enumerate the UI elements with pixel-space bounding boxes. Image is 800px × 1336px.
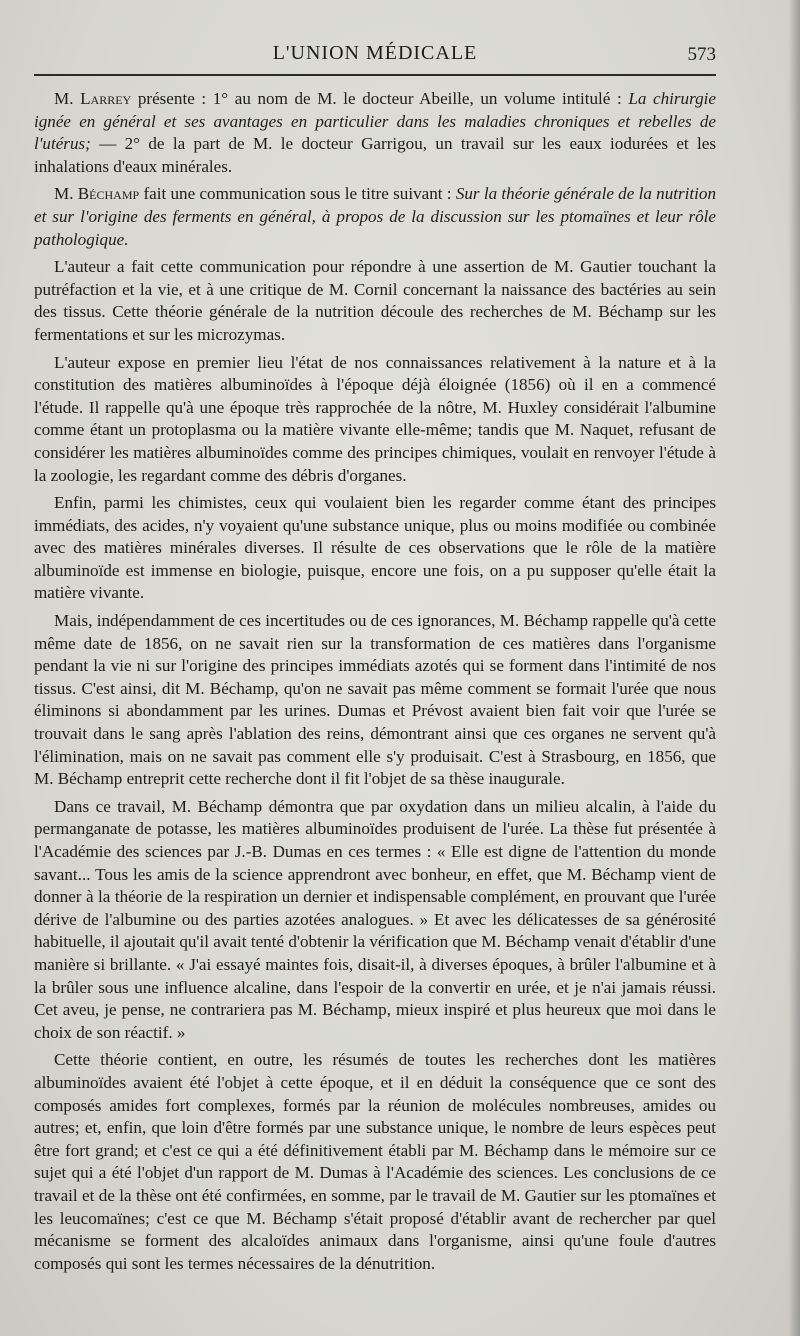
paragraph: L'auteur expose en premier lieu l'état de nos connaissances relativement à la nature et à la constitution des matières albuminoïdes à l'époque déjà éloignée (1856) où il en a commencé l'étude. Il rappelle qu'à une époque très rapprochée de la nôtre, M. Huxley considérait l'albumine comme étant un protoplasma ou la matière vivante elle-même; tandis que M. Naquet, refusant de considérer les matières albuminoïdes comme des principes chimiques, voulait en renvoyer l'étude à la zoologie, les regardant comme des débris d'organes. bbox=[34, 352, 716, 485]
book-title: La chirurgie ignée en général et ses avantages en particulier dans les maladies chroniques et rebelles de l'utérus; bbox=[34, 89, 717, 154]
author-name: Larrey bbox=[80, 89, 132, 108]
communication-title: Sur la théorie générale de la nutrition et sur l'origine des ferments en général, à propos de la discussion sur les ptomaïnes et leur rôle pathologique. bbox=[34, 184, 716, 249]
page-number: 573 bbox=[687, 44, 716, 65]
author-name: Béchamp bbox=[77, 184, 140, 204]
paragraph-text: fait une communication sous le titre suivant : bbox=[139, 184, 456, 204]
paragraph-bechamp: M. Béchamp fait une communication sous le titre suivant : Sur la théorie générale de la nutrition et sur l'origine des ferments en général, à propos de la discussion sur les ptomaïnes et leur rôle pathologique. bbox=[34, 184, 716, 249]
paragraph: Mais, indépendamment de ces incertitudes ou de ces ignorances, M. Béchamp rappelle qu'à cette même date de 1856, on ne savait rien sur la transformation de ces matières dans l'organisme pendant la vie ni sur l'origine des principes immédiats azotés qui se forment dans l'intimité de nos tissus. C'est ainsi, dit M. Béchamp, qu'on ne savait pas même comment se formait l'urée que nous éliminons si abondamment par les urines. Dumas et Prévost avaient bien fait voir que l'urée se trouvait dans le sang après l'ablation des reins, démontrant ainsi que ces organes ne servent qu'à l'élimination, mais on ne savait pas comment elle s'y produisait. C'est à Strasbourg, en 1856, que M. Béchamp entreprit cette recherche dont il fit l'objet de sa thèse inaugurale. bbox=[34, 611, 716, 789]
paragraph: Enfin, parmi les chimistes, ceux qui voulaient bien les regarder comme étant des principes immédiats, des acides, n'y voyaient qu'une substance unique, plus ou moins modifiée ou combinée avec des matières minérales diverses. Il résulte de ces observations que le rôle de la matière albuminoïde est immense en biologie, puisque, encore une fois, on a pu supposer qu'elle était la matière vivante. bbox=[34, 493, 716, 603]
journal-title: L'UNION MÉDICALE bbox=[272, 42, 478, 64]
paragraph-larrey: M. Larrey présente : 1° au nom de M. le docteur Abeille, un volume intitulé : La chirurgie ignée en général et ses avantages en particulier dans les maladies chroniques et rebelles de l'utérus; — 2° de la part de M. le docteur Garrigou, un travail sur les eaux iodurées et les inhalations d'eaux minérales. bbox=[34, 89, 717, 176]
paragraph-text: présente : 1° au nom de M. le docteur Abeille, un volume intitulé : bbox=[131, 89, 629, 108]
paragraph: Cette théorie contient, en outre, les résumés de toutes les recherches dont les matières albuminoïdes avaient été l'objet à cette époque, et il en déduit la conséquence que ce sont des composés amides fort complexes, formés par la réunion de molécules nombreuses, amides ou autres; et, enfin, que loin d'être formés par une substance unique, le nombre de leurs espèces peut être fort grand; et c'est ce qui a été définitivement établi par M. Béchamp dans le mémoire sur ce sujet qui a été l'objet d'un rapport de M. Dumas à l'Académie des sciences. Les conclusions de ce travail et de la thèse ont été confirmées, en somme, par le travail de M. Gautier sur les ptomaïnes et les leucomaïnes; c'est ce que M. Béchamp s'était proposé d'établir avant de rechercher par quel mécanisme se forment des alcaloïdes animaux dans l'organisme, ainsi qu'une foule d'autres composés qui sont les termes nécessaires de la dénutrition. bbox=[34, 1050, 716, 1273]
page-header bbox=[34, 40, 716, 76]
paragraph: L'auteur a fait cette communication pour répondre à une assertion de M. Gautier touchant la putréfaction et la vie, et à une critique de M. Cornil concernant la naissance des bactéries au sein des tissus. Cette théorie générale de la nutrition découle des recherches de M. Béchamp sur les fermentations et sur les microzymas. bbox=[34, 257, 716, 344]
article-body bbox=[34, 88, 716, 1275]
paragraph-text: — 2° de la part de M. le docteur Garrigou, un travail sur les eaux iodurées et les inhalations d'eaux minérales. bbox=[34, 134, 716, 176]
paragraph: Dans ce travail, M. Béchamp démontra que par oxydation dans un milieu alcalin, à l'aide du permanganate de potasse, les matières albuminoïdes produisent de l'urée. La thèse fut présentée à l'Académie des sciences par J.-B. Dumas en ces termes : « Elle est digne de l'attention du monde savant... Tous les amis de la science apprendront avec bonheur, en effet, que M. Béchamp vient de donner à la théorie de la respiration un dernier et indispensable complément, en prouvant que l'urée dérive de l'albumine ou des parties azotées analogues. » Et avec les délicatesses de sa générosité habituelle, il ajoutait qu'il avait tenté d'obtenir la vérification que M. Béchamp venait d'établir d'une manière si brillante. « J'ai essayé maintes fois, disait-il, à diverses époques, à brûler l'albumine et à la brûler sous une influence alcaline, dans l'espoir de la convertir en urée, et je n'ai jamais réussi. Cet aveu, je pense, ne contrariera pas M. Béchamp, mieux inspiré et plus heureux que moi dans le choix de son réactif. » bbox=[34, 796, 716, 1042]
